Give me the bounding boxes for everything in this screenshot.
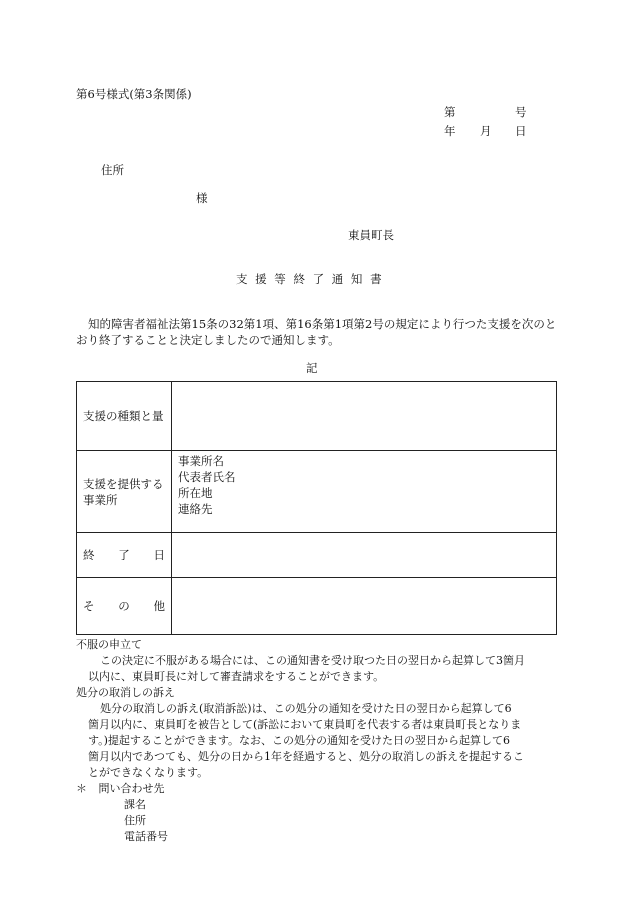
lawsuit-line-2: 箇月以内に、東員町を被告として(訴訟において東員町を代表する者は東員町長となりま <box>88 718 522 731</box>
provider-field-location: 所在地 <box>178 486 213 500</box>
recipient-honorific: 様 <box>196 191 208 205</box>
end-date-label-char-2: 了 <box>118 548 130 562</box>
lawsuit-line-5: とができなくなります。 <box>88 766 209 779</box>
appeal-heading: 不服の申立て <box>76 638 142 651</box>
table-row <box>77 382 557 451</box>
appeal-section <box>76 637 566 845</box>
date-day: 日 <box>515 124 527 138</box>
table-row <box>77 533 557 578</box>
inquiry-heading-row <box>76 781 566 797</box>
table-row <box>77 451 557 533</box>
table-row <box>77 578 557 635</box>
doc-number-go: 号 <box>515 105 527 119</box>
other-label-char-1: そ <box>83 599 95 613</box>
ki-marker: 記 <box>306 361 318 375</box>
recipient-address-label: 住所 <box>101 163 124 177</box>
other-label-char-2: の <box>118 599 130 613</box>
provider-field-name: 事業所名 <box>178 454 224 468</box>
date-year: 年 <box>444 124 456 138</box>
document-title: 支 援 等 終 了 通 知 書 <box>236 272 384 286</box>
support-type-value <box>172 382 557 451</box>
provider-field-representative: 代表者氏名 <box>178 470 236 484</box>
provider-label-line-1: 支援を提供する <box>83 476 164 491</box>
end-date-value <box>172 533 557 578</box>
provider-label-line-2: 事業所 <box>83 492 118 507</box>
provider-field-contact: 連絡先 <box>178 502 213 516</box>
inquiry-item-phone: 電話番号 <box>124 830 168 843</box>
lawsuit-line-1: 処分の取消しの訴え(取消訴訟)は、この処分の通知を受けた日の翌日から起算して6 <box>100 702 512 715</box>
lawsuit-heading: 処分の取消しの訴え <box>76 686 175 699</box>
lawsuit-line-3: す。)提起することができます。なお、この処分の通知を受けた日の翌日から起算して6 <box>88 734 511 747</box>
inquiry-item-section: 課名 <box>124 798 146 811</box>
date-month: 月 <box>480 124 492 138</box>
body-line-1: 知的障害者福祉法第15条の32第1項、第16条第1項第2号の規定により行つた支援を次のと <box>88 317 557 331</box>
support-type-label: 支援の種類と量 <box>77 382 172 451</box>
end-date-label-char-3: 日 <box>153 548 165 562</box>
provider-label <box>77 451 172 533</box>
form-number: 第6号様式(第3条関係) <box>76 87 192 101</box>
body-line-2: おり終了することと決定しましたので通知します。 <box>76 333 340 347</box>
end-date-label <box>77 533 172 578</box>
issuer: 東員町長 <box>348 228 394 242</box>
end-date-label-char-1: 終 <box>83 548 95 562</box>
other-label-char-3: 他 <box>153 599 165 613</box>
inquiry-heading: 問い合わせ先 <box>98 782 165 795</box>
asterisk-mark: ＊ <box>76 782 87 795</box>
support-table <box>76 381 557 635</box>
inquiry-item-address: 住所 <box>124 814 146 827</box>
body-text <box>76 316 566 348</box>
appeal-line-2: 以内に、東員町長に対して審査請求をすることができます。 <box>88 670 385 683</box>
other-value <box>172 578 557 635</box>
other-label <box>77 578 172 635</box>
lawsuit-line-4: 箇月以内であつても、処分の日から1年を経過すると、処分の取消しの訴えを提起するこ <box>88 750 524 763</box>
provider-fields <box>172 451 557 533</box>
appeal-line-1: この決定に不服がある場合には、この通知書を受け取つた日の翌日から起算して3箇月 <box>100 654 525 667</box>
doc-number-dai: 第 <box>444 105 456 119</box>
